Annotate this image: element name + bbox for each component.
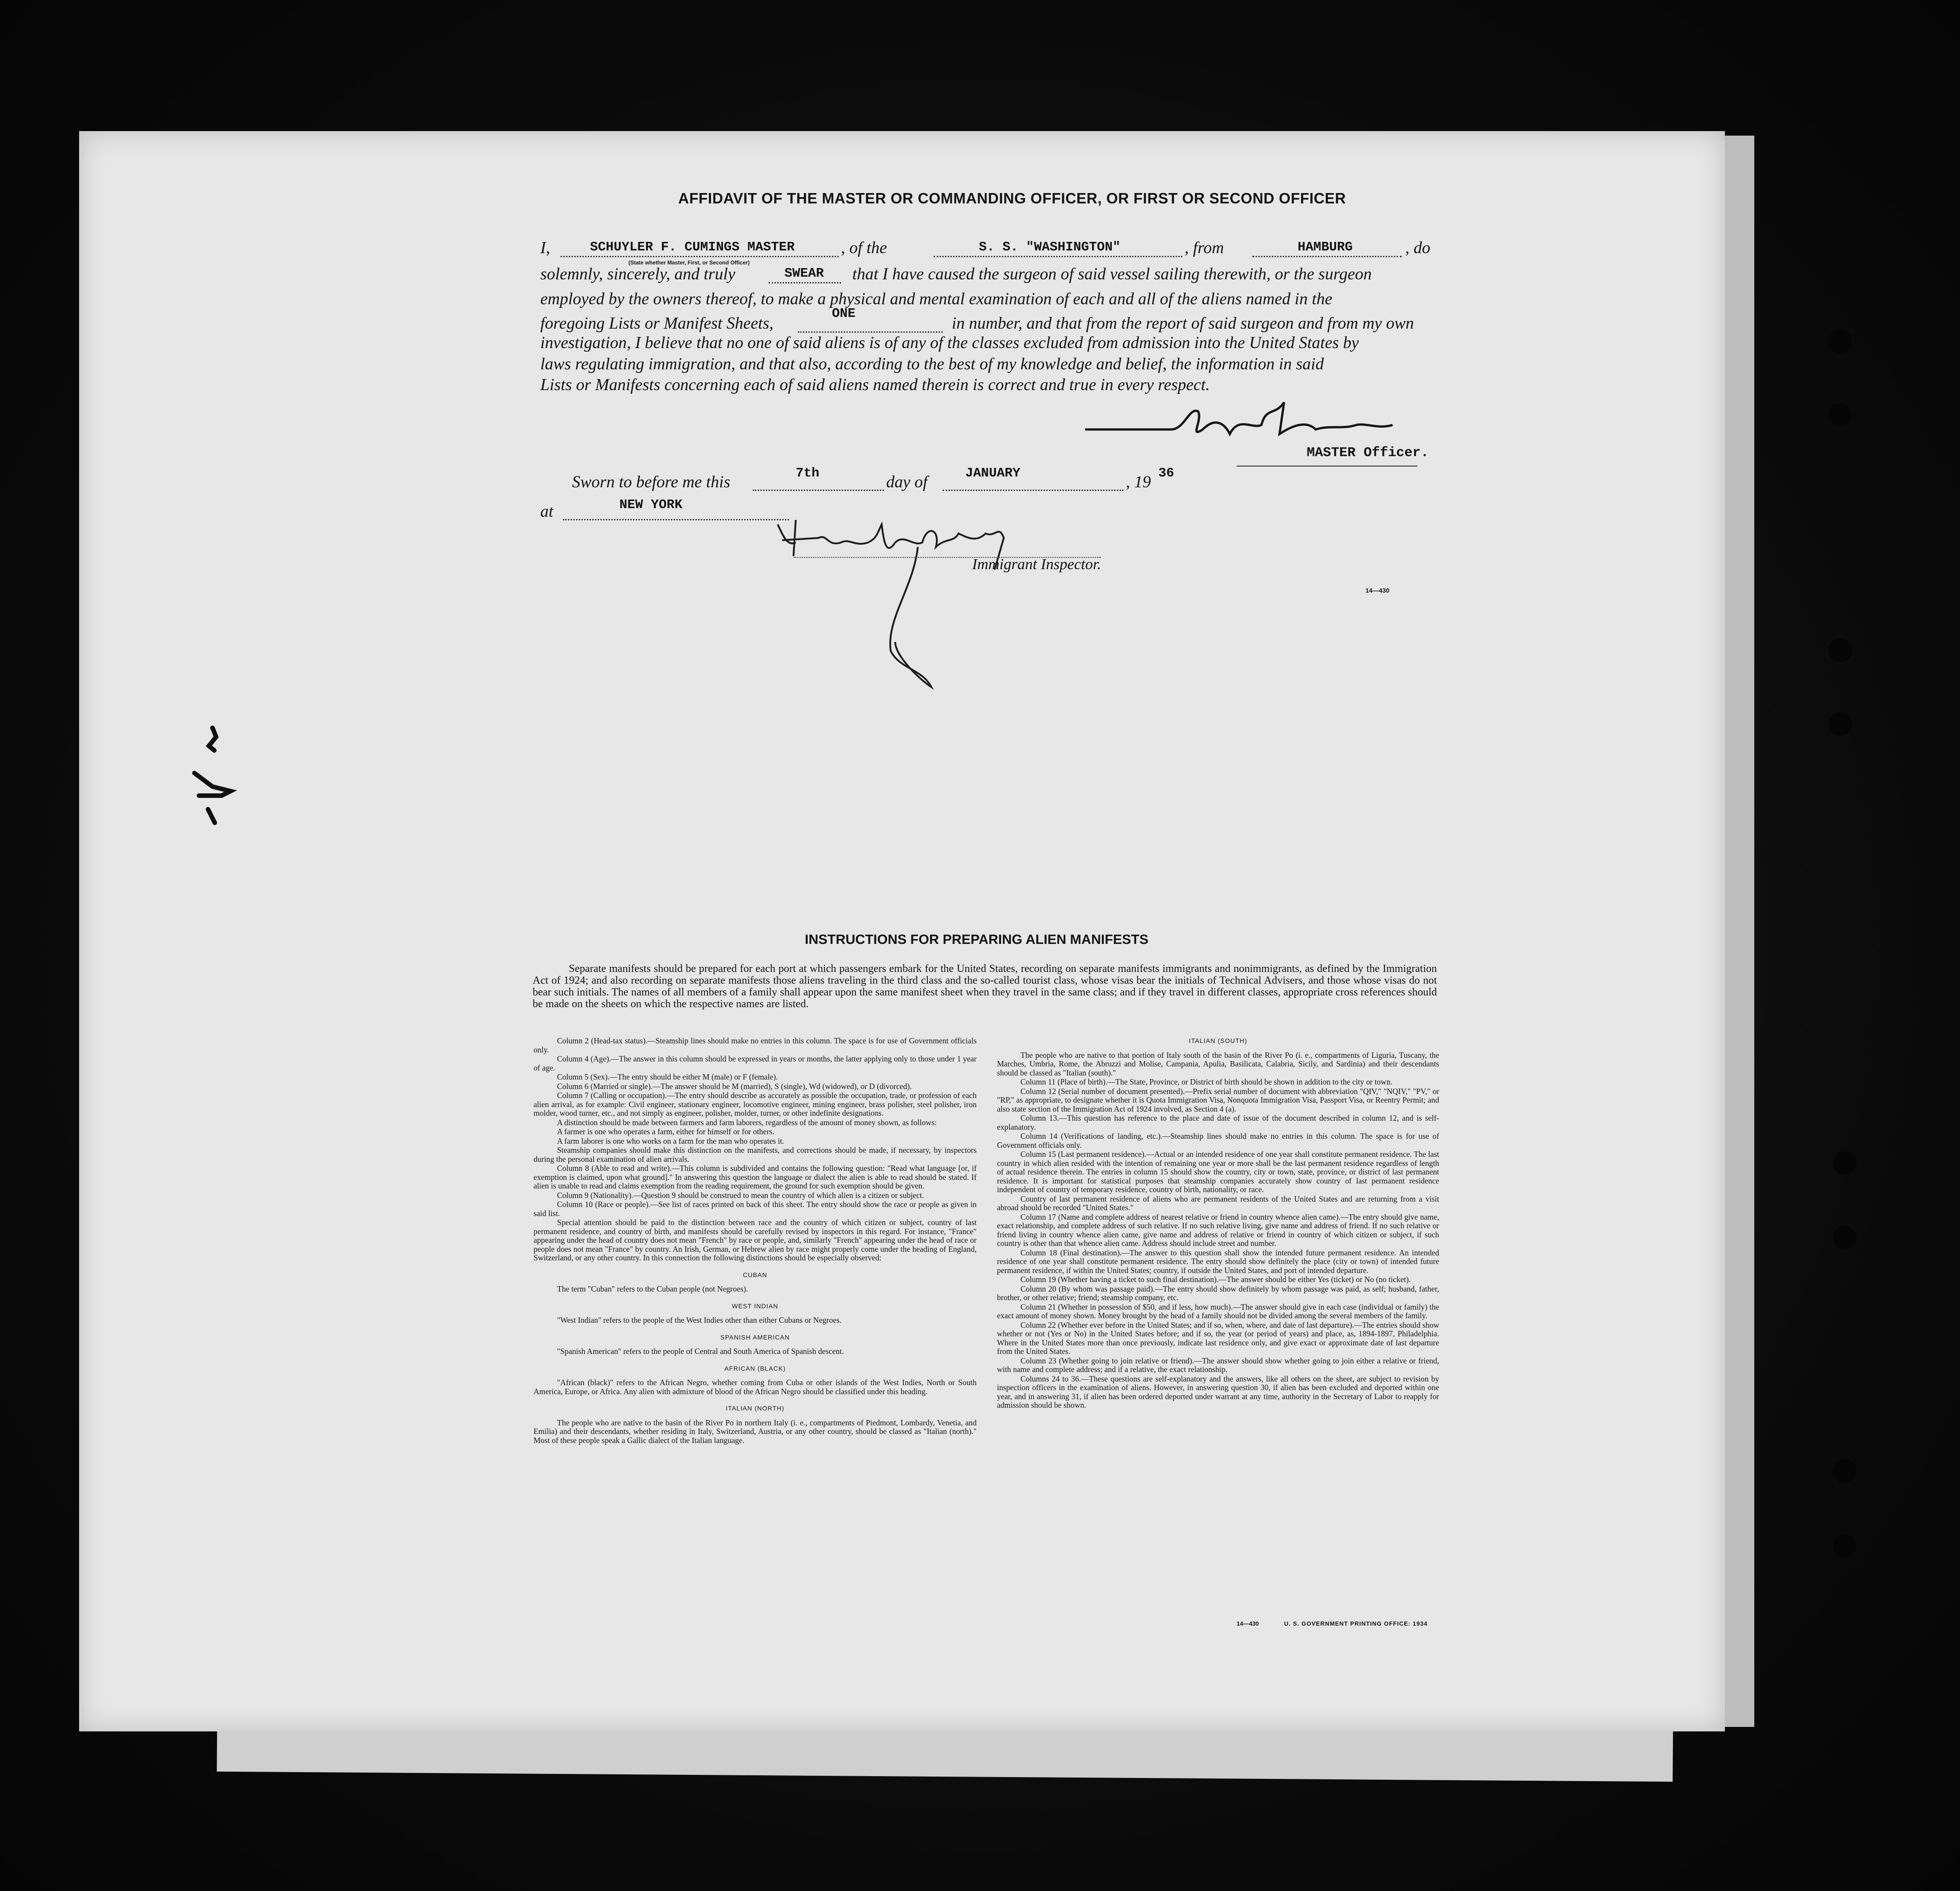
month-underline: [943, 490, 1124, 491]
punch-hole: [1828, 638, 1852, 662]
place-underline: [563, 519, 789, 520]
port-underline: [1252, 256, 1402, 257]
instructions-intro: Separate manifests should be prepared for each port at which passengers embark for the United States, recording on separate manifests immigrants and nonimmigrants, as defined by the Immigration Act of 1924; and also recording on separate manifests those aliens traveling in the third class and the so-called tourist class, whose visas bear the initials of Technical Advisers, and those whose visas do not bear such initials. The names of all members of a family shall appear upon the same manifest sheet when they travel in the same class; and if they travel in different classes, appropriate cross references should be made on the sheets on which the respective names are listed.: [533, 963, 1437, 1010]
sworn-place-field: NEW YORK: [619, 497, 683, 512]
signer-title: MASTER Officer.: [1307, 445, 1429, 461]
instruction-paragraph: Column 17 (Name and complete address of nearest relative or friend in country whence alien came).—The entry should give name, exact relationship, and complete address of such relative. If no such relative living, give name and address of friend. If no such relative or friend living in country whence alien came, give name and address of relative or friend in country of which citizen or subject, if such country is other than that whence alien came. Address should include street and number.: [997, 1212, 1439, 1248]
ink-smudge: [181, 719, 240, 832]
instruction-paragraph: Column 13.—This question has reference to the place and date of issue of the document described in column 12, and is self-explanatory.: [997, 1113, 1439, 1132]
instruction-paragraph: Column 5 (Sex).—The entry should be either M (male) or F (female).: [557, 1072, 778, 1081]
form-number: 14—430: [1365, 587, 1389, 594]
master-signature-line: [1237, 466, 1417, 467]
port-field: HAMBURG: [1298, 240, 1353, 255]
of-the-label: , of the: [841, 239, 887, 257]
heading-italian-north: ITALIAN (NORTH): [726, 1405, 784, 1412]
at-label: at: [540, 502, 553, 521]
instruction-paragraph: Column 8 (Able to read and write).—This column is subdivided and contains the following question: "Read what language [or, if exemption is claimed, upon what ground]." In answering this question the language or dialect the alien is able to read should be stated. If alien is unable to read and claims exemption from the reading requirement, the ground for such exemption should be given.: [534, 1164, 977, 1190]
affidavit-line-4a: foregoing Lists or Manifest Sheets,: [540, 314, 774, 333]
master-signature: [1081, 398, 1397, 448]
rank-note: (State whether Master, First, or Second Officer): [628, 259, 750, 266]
instruction-paragraph: A farm laborer is one who works on a farm for the man who operates it.: [557, 1136, 784, 1146]
oath-field: SWEAR: [784, 266, 824, 281]
affidavit-line-6: laws regulating immigration, and that also, according to the best of my knowledge and belief, the information in said: [540, 355, 1324, 373]
instruction-paragraph: Column 2 (Head-tax status).—Steamship lines should make no entries in this column. The space is for use of Government officials only.: [534, 1036, 977, 1054]
oath-underline: [769, 282, 841, 283]
instruction-paragraph: Special attention should be paid to the distinction between race and the country of which citizen or subject, country of last permanent residence, and country of birth, and manifests should be carefully revised by inspectors in this regard. For instance, "France" appearing under the head of country does not mean "French" by race or people, and, similarly "French" appearing under the head of race or people does not mean "France" by country. An Irish, German, or Hebrew alien by race might properly come under the heading of England, Switzerland, or any other country. In this connection the following distinctions should be especially observed:: [534, 1218, 977, 1262]
spanish-american-definition: "Spanish American" refers to the people of Central and South America of Spanish descent.: [557, 1347, 844, 1356]
instruction-paragraph: Column 9 (Nationality).—Question 9 should be construed to mean the country of which alien is a citizen or subject.: [557, 1190, 924, 1200]
instruction-paragraph: Column 20 (By whom was passage paid).—The entry should show definitely by whom passage was paid, as self; husband, father, brother, or other relative; friend; steamship company, etc.: [997, 1284, 1439, 1302]
instruction-paragraph: Column 12 (Serial number of document presented).—Prefix serial number of document with abbreviation "QIV," "NQIV," "PV," or "RP," as appropriate, to designate whether it is Quota Immigration Visa, Nonquota Immigration Visa, Passport Visa, or Reentry Permit; and also state section of the Immigration Act of 1924 involved, as Section 4 (a).: [997, 1086, 1439, 1113]
instruction-paragraph: A farmer is one who operates a farm, either for himself or for others.: [557, 1127, 775, 1136]
heading-spanish-american: SPANISH AMERICAN: [720, 1333, 790, 1341]
instruction-paragraph: Country of last permanent residence of aliens who are permanent residents of the United States and are returning from a visit abroad should be recorded "United States.": [997, 1194, 1439, 1212]
instruction-paragraph: Column 23 (Whether going to join relative or friend).—The answer should show whether going to join either a relative or friend, with name and complete address; and if a relative, the exact relationship.: [997, 1356, 1439, 1374]
instruction-paragraph: A distinction should be made between farmers and farm laborers, regardless of the amount of money shown, as follows:: [557, 1118, 937, 1127]
italian-north-definition: The people who are native to the basin of the River Po in northern Italy (i. e., compartments of Piedmont, Lombardy, Venetia, and Emilia) and their descendants, whether residing in Italy, Switzerland, Austria, or any other country, should be classed as "Italian (north)." Most of these people speak a Gallic dialect of the Italian language.: [534, 1418, 977, 1445]
instructions-left-column: [534, 1037, 977, 1445]
officer-name-field: SCHUYLER F. CUMINGS MASTER: [590, 240, 795, 255]
day-of-label: day of: [886, 473, 928, 491]
day-underline: [753, 490, 884, 491]
instruction-paragraph: Column 6 (Married or single).—The answer should be M (married), S (single), Wd (widowed), or D (divorced).: [557, 1081, 912, 1091]
african-definition: "African (black)" refers to the African Negro, whether coming from Cuba or other islands of the West Indies, North or South America, Europe, or Africa. Any alien with admixture of blood of the African Negro should be classified under this heading.: [534, 1378, 977, 1396]
instruction-paragraph: Column 15 (Last permanent residence).—Actual or an intended residence of one year shall constitute permanent residence. The last country in which alien resided with the intention of remaining one year or more shall be the last permanent residence regardless of length of actual residence therein. The entries in column 15 should show the country, city or town, state, province, or district of last permanent residence. It is important for statistical purposes that steamship companies accurately show country of last permanent residence independent of country of temporary residence, country of birth, nationality, or race.: [997, 1150, 1439, 1194]
do-label: , do: [1405, 239, 1431, 257]
punch-hole: [1833, 1534, 1856, 1558]
heading-west-indian: WEST INDIAN: [732, 1302, 779, 1310]
punch-hole: [1833, 1151, 1856, 1174]
instruction-paragraph: Steamship companies should make this distinction on the manifests, and corrections should be made, if necessary, by inspectors during the personal examination of alien arrivals.: [534, 1146, 977, 1164]
affidavit-title: AFFIDAVIT OF THE MASTER OR COMMANDING OFFICER, OR FIRST OR SECOND OFFICER: [678, 190, 1346, 207]
punch-hole: [1828, 712, 1852, 736]
sworn-prefix: Sworn to before me this: [572, 473, 731, 491]
instructions-title: INSTRUCTIONS FOR PREPARING ALIEN MANIFESTS: [805, 932, 1149, 947]
punch-hole: [1828, 330, 1852, 354]
sworn-year-field: 36: [1158, 466, 1174, 481]
count-field: ONE: [832, 306, 856, 321]
west-indian-definition: "West Indian" refers to the people of the West Indies other than either Cubans or Negroes.: [557, 1316, 842, 1325]
instruction-paragraph: Column 19 (Whether having a ticket to such final destination).—The answer should be either Yes (ticket) or No (no ticket).: [1020, 1275, 1411, 1284]
affidavit-line-5: investigation, I believe that no one of said aliens is of any of the classes excluded from admission into the United States by: [540, 334, 1359, 352]
instruction-paragraph: Columns 24 to 36.—These questions are self-explanatory and the answers, like all others on the sheet, are subject to revision by inspection officers in the examination of aliens. However, in answering question 30, if alien has been excluded and deported within one year, and in answering 31, if alien has been ordered deported under warrant at any time, authority in the Secretary of Labor to reapply for admission should be shown.: [997, 1374, 1439, 1410]
instructions-right-column: [997, 1037, 1439, 1410]
inspector-signature: [769, 506, 1058, 705]
affidavit-prefix: I,: [540, 239, 550, 257]
instruction-paragraph: Column 7 (Calling or occupation).—The entry should describe as accurately as possible the occupation, trade, or profession of each alien arrival, as for example: Civil engineer, stationary engineer, locomotive engineer, mining engineer, brass polisher, steel polisher, iron molder, wood turner, etc., and not simply as engineer, polisher, molder, turner, or other indefinite designations.: [534, 1091, 977, 1118]
affidavit-line-2a: solemnly, sincerely, and truly: [540, 265, 736, 283]
instruction-paragraph: The people who are native to that portion of Italy south of the basin of the River Po (i. e., compartments of Liguria, Tuscany, the Marches, Umbria, Rome, the Abruzzi and Molise, Campania, Apulia, Basilicata, Calabria, Sicily, and Sardinia) and their descendants should be classed as "Italian (south).": [997, 1050, 1439, 1077]
heading-cuban: CUBAN: [742, 1271, 767, 1278]
affidavit-line-3: employed by the owners thereof, to make a physical and mental examination of each and all of the aliens named in the: [540, 290, 1332, 308]
heading-italian-south: ITALIAN (SOUTH): [1189, 1037, 1247, 1044]
instruction-paragraph: Column 21 (Whether in possession of $50, and if less, how much).—The answer should give in each case (individual or family) the exact amount of money shown. Money brought by the head of a family should not be divided among the several members of the family.: [997, 1302, 1439, 1320]
instruction-paragraph: Column 4 (Age).—The answer in this column should be expressed in years or months, the latter applying only to those under 1 year of age.: [534, 1054, 977, 1072]
affidavit-line-7: Lists or Manifests concerning each of said aliens named therein is correct and true in every respect.: [540, 376, 1210, 394]
punch-hole: [1833, 1226, 1856, 1250]
affidavit-line-4b: in number, and that from the report of said surgeon and from my own: [952, 314, 1414, 333]
year-prefix: , 19: [1126, 473, 1151, 491]
affidavit-line-2b: that I have caused the surgeon of said vessel sailing therewith, or the surgeon: [852, 265, 1372, 283]
heading-african: AFRICAN (BLACK): [724, 1364, 786, 1372]
instruction-paragraph: Column 14 (Verifications of landing, etc.).—Steamship lines should make no entries in this column. The space is for use of Government officials only.: [997, 1132, 1439, 1150]
instruction-paragraph: Column 11 (Place of birth).—The State, Province, or District of birth should be shown in addition to the city or town.: [1020, 1077, 1393, 1086]
vessel-field: S. S. "WASHINGTON": [979, 240, 1121, 255]
officer-underline: [561, 256, 839, 257]
sworn-day-field: 7th: [796, 466, 820, 481]
footer-form-code: 14—430: [1237, 1620, 1259, 1627]
count-underline: [798, 331, 943, 333]
instruction-paragraph: Column 10 (Race or people).—See list of races printed on back of this sheet. The entry should show the race or people as given in said list.: [534, 1200, 977, 1218]
punch-hole: [1833, 1459, 1856, 1483]
footer-printer: U. S. GOVERNMENT PRINTING OFFICE: 1934: [1284, 1620, 1428, 1627]
punch-hole: [1828, 403, 1852, 427]
from-label: , from: [1185, 239, 1224, 257]
sworn-month-field: JANUARY: [965, 466, 1020, 481]
cuban-definition: The term "Cuban" refers to the Cuban people (not Negroes).: [557, 1284, 748, 1293]
vessel-underline: [934, 256, 1182, 257]
inspector-title: Immigrant Inspector.: [972, 556, 1101, 573]
instruction-paragraph: Column 22 (Whether ever before in the United States; and if so, when, where, and date of last departure).—The entries should show whether or not (Yes or No) in the United States before; and if so, the year (or period of years) and place, as, 1894-1897, Philadelphia. Where in the United States more than once previously, indicate last residence only, and give exact or approximate date of last departure from the United States.: [997, 1320, 1439, 1356]
instruction-paragraph: Column 18 (Final destination).—The answer to this question shall show the intended future permanent residence. An intended residence of one year shall constitute permanent residence. The entry should show definitely the place (city or town) of intended future permanent residence, if within the United States; country, if outside the United States, and port of intended departure.: [997, 1248, 1439, 1275]
